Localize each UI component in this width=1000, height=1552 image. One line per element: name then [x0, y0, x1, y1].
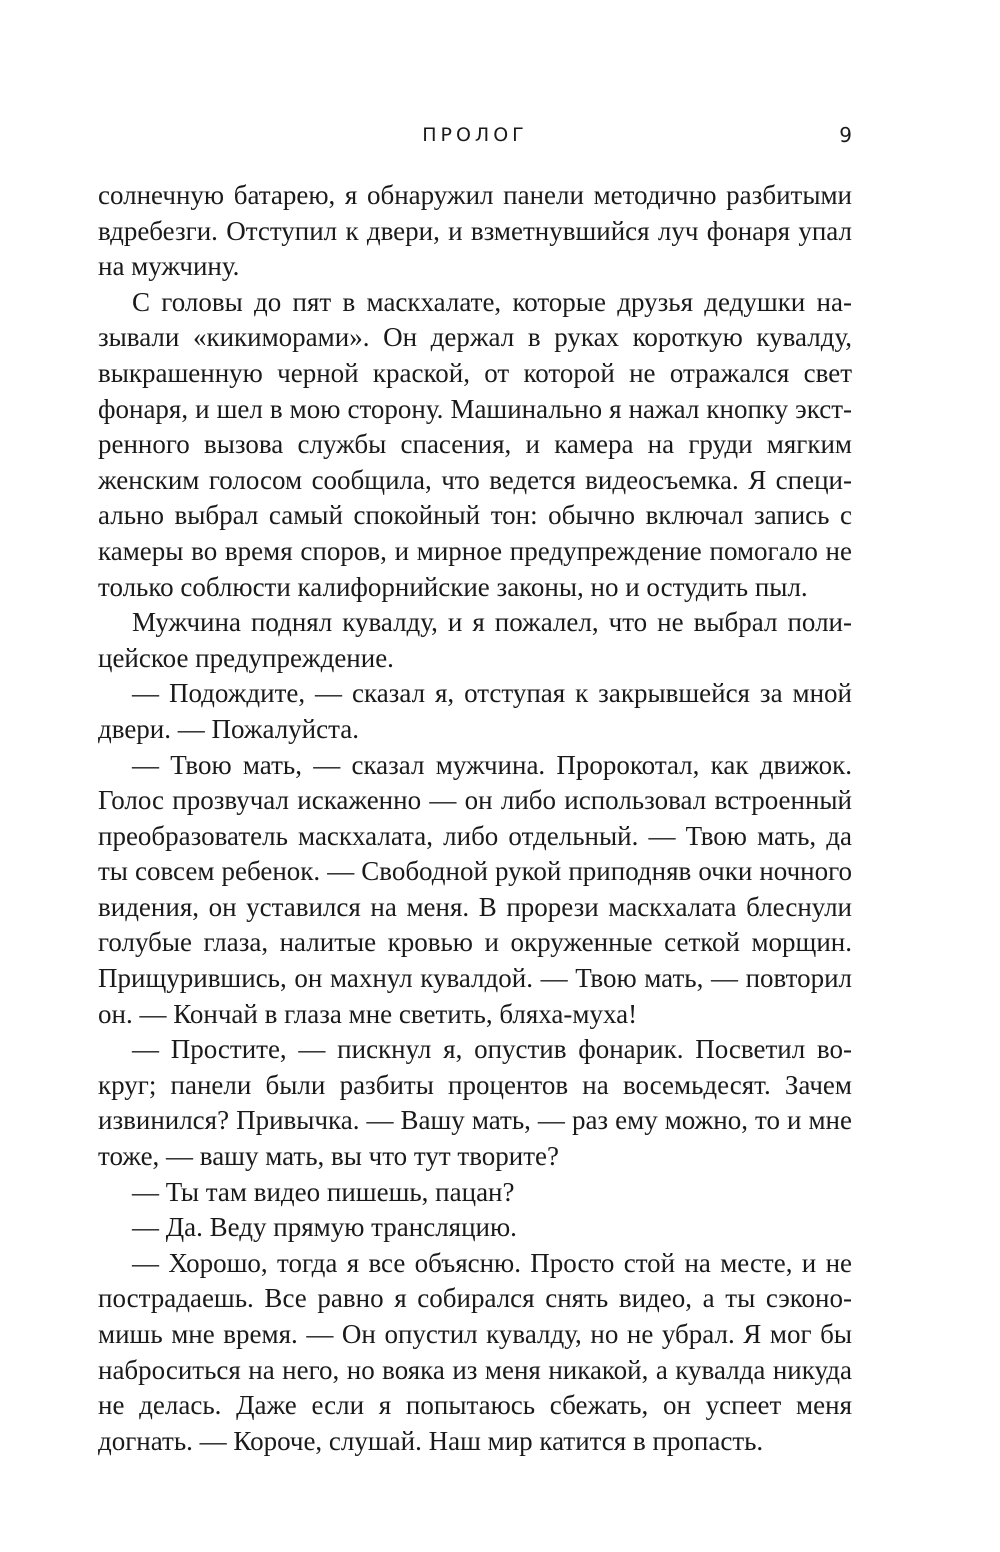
paragraph: солнечную батарею, я обнаружил панели методично разбитыми вдребезги. Отступил к двери, и взметнувшийся луч фонаря упал на мужчину.	[98, 180, 852, 282]
paragraph: С головы до пят в маскхалате, которые друзья дедушки называли «кикиморами». Он держал в руках короткую кувалду, выкрашенную черной краской, от которой не отражался свет фонаря, и шел в мою сторону. Машинально я нажал кнопку экстренного вызова службы спасения, и камера на груди мягким женским голосом сообщила, что ведется видеосъемка. Я специально выбрал самый спокойный тон: обычно включал запись с камеры во время споров, и мирное предупреждение помогало не только соблюсти калифорнийские законы, но и остудить пыл.	[98, 286, 852, 602]
paragraph: — Хорошо, тогда я все объясню. Просто стой на месте, и не пострадаешь. Все равно я собирался снять видео, а ты сэкономишь мне время. — Он опустил кувалду, но не убрал. Я мог бы наброситься на него, но вояка из меня никакой, а кувалда никуда не делась. Даже если я попытаюсь сбежать, он успеет меня догнать. — Короче, слушай. Наш мир катится в пропасть.	[98, 1247, 852, 1456]
paragraph: — Да. Веду прямую трансляцию.	[132, 1212, 517, 1243]
paragraph: Мужчина поднял кувалду, и я пожалел, что не выбрал полицейское предупреждение.	[98, 607, 852, 673]
paragraph: — Ты там видео пишешь, пацан?	[132, 1176, 515, 1207]
body-text	[98, 178, 852, 1459]
paragraph: — Подождите, — сказал я, отступая к закрывшейся за мной двери. — Пожалуйста.	[98, 678, 852, 744]
page-number: 9	[839, 123, 852, 147]
running-header	[98, 121, 852, 151]
paragraph: — Простите, — пискнул я, опустив фонарик. Посветил вокруг; панели были разбиты процентов на восемьдесят. Зачем извинился? Привычка. — Вашу мать, — раз ему можно, то и мне тоже, — вашу мать, вы что тут творите?	[98, 1034, 852, 1172]
paragraph: — Твою мать, — сказал мужчина. Пророкотал, как движок. Голос прозвучал искаженно — он либо использовал встроенный преобразователь маскхалата, либо отдельный. — Твою мать, да ты совсем ребенок. — Свободной рукой приподняв очки ночного видения, он уставился на меня. В прорези маскхалата блеснули голубые глаза, налитые кровью и окруженные сеткой морщин. Прищурившись, он махнул кувалдой. — Твою мать, — повторил он. — Кончай в глаза мне светить, бляха-муха!	[98, 749, 852, 1029]
chapter-title: ПРОЛОГ	[422, 124, 528, 146]
